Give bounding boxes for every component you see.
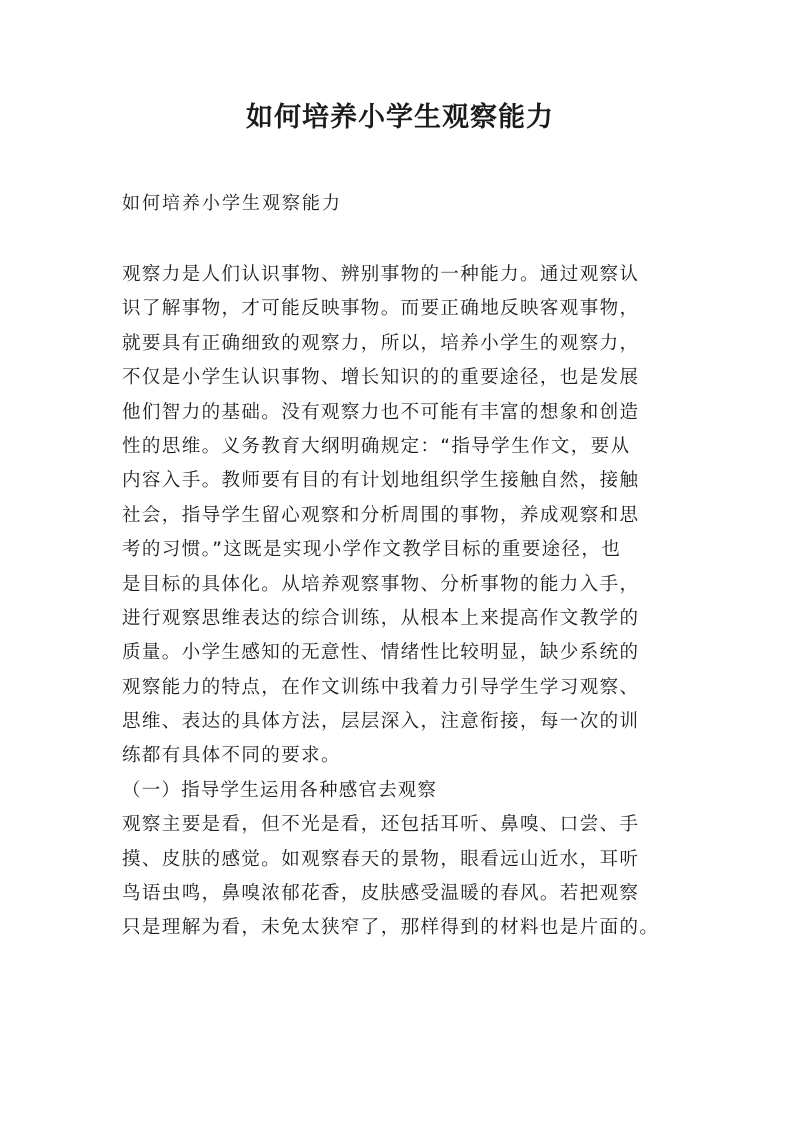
document-title: 如何培养小学生观察能力 [246,102,554,133]
intro-line: 进行观察思维表达的综合训练，从根本上来提高作文教学的 [122,607,640,629]
intro-line: 不仅是小学生认识事物、增长知识的的重要途径，也是发展 [122,367,640,389]
intro-line: 社会，指导学生留心观察和分析周围的事物，养成观察和思 [122,504,640,526]
intro-line: 思维、表达的具体方法，层层深入，注意衔接，每一次的训 [122,711,640,733]
intro-line: 他们智力的基础。没有观察力也不可能有丰富的想象和创造 [122,401,640,423]
document-body [122,258,722,946]
section-line: 观察主要是看，但不光是看，还包括耳听、鼻嗅、口尝、手 [122,814,640,836]
section-line: 摸、皮肤的感觉。如观察春天的景物，眼看远山近水，耳听 [122,848,640,870]
section-heading: （一）指导学生运用各种感官去观察 [122,779,438,801]
intro-line: 内容入手。教师要有目的有计划地组织学生接触自然，接触 [122,470,640,492]
intro-line: 观察能力的特点，在作文训练中我着力引导学生学习观察、 [122,676,640,698]
intro-line: 识了解事物，才可能反映事物。而要正确地反映客观事物， [122,298,640,320]
intro-line: 就要具有正确细致的观察力，所以，培养小学生的观察力， [122,332,640,354]
intro-line: 性的思维。义务教育大纲明确规定：“指导学生作文，要从 [122,435,631,457]
document-subtitle: 如何培养小学生观察能力 [122,193,342,214]
intro-line: 质量。小学生感知的无意性、情绪性比较明显，缺少系统的 [122,642,640,664]
section-line: 只是理解为看，未免太狭窄了，那样得到的材料也是片面的。 [122,917,660,939]
section-line: 鸟语虫鸣，鼻嗅浓郁花香，皮肤感受温暖的春风。若把观察 [122,883,640,905]
intro-line: 考的习惯。”这既是实现小学作文教学目标的重要途径，也 [122,539,622,561]
intro-line: 练都有具体不同的要求。 [122,745,341,767]
intro-line: 是目标的具体化。从培养观察事物、分析事物的能力入手， [122,573,640,595]
intro-line: 观察力是人们认识事物、辨别事物的一种能力。通过观察认 [122,264,640,285]
